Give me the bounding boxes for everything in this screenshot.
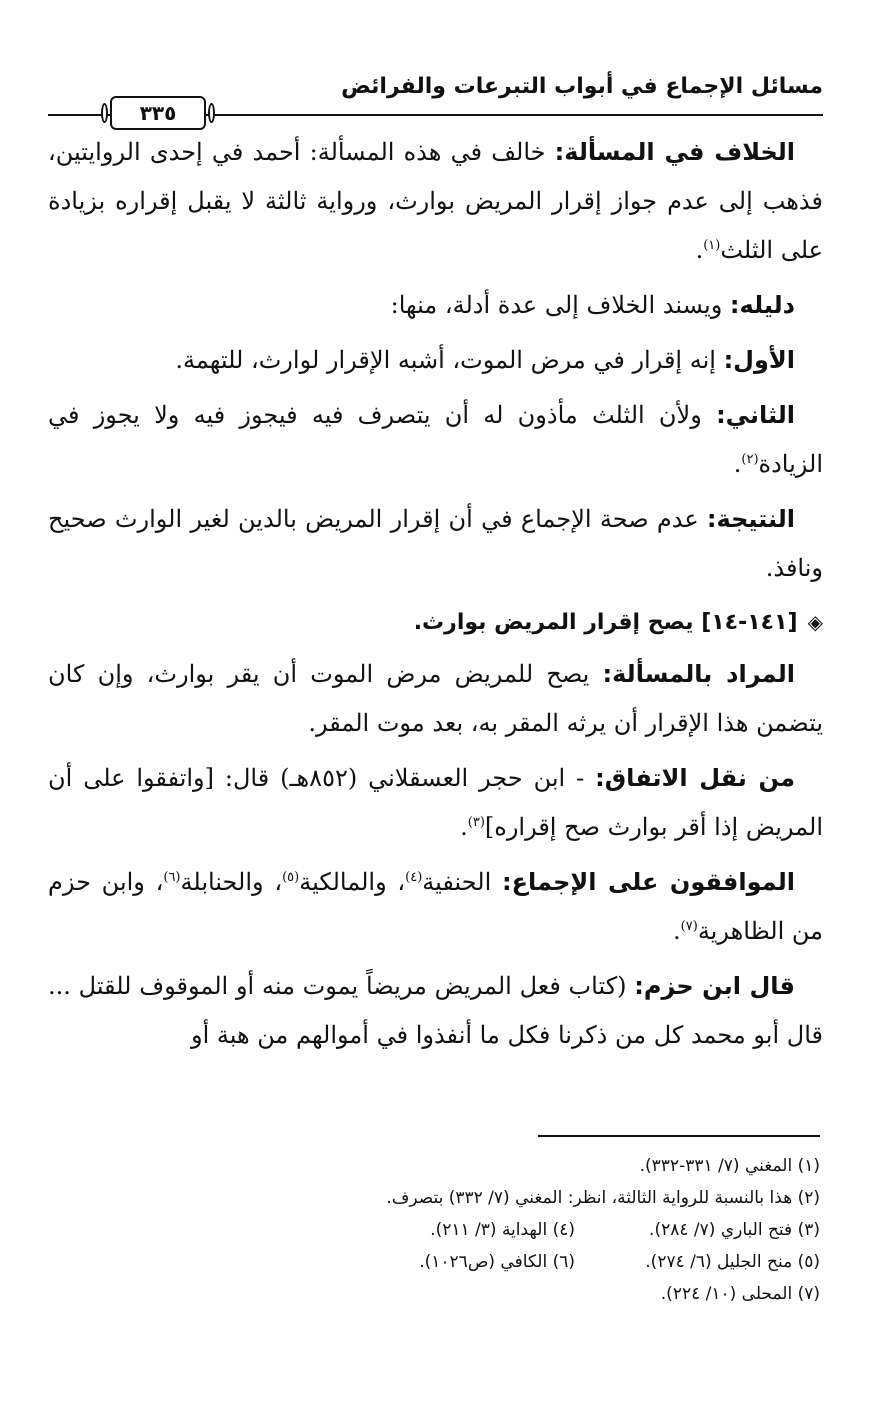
footnotes xyxy=(110,1150,820,1310)
footnote-6: (٦) الكافي (ص١٠٢٦). xyxy=(419,1252,575,1272)
paragraph-lead: النتيجة: xyxy=(706,505,795,533)
page-number: ٣٣٥ xyxy=(139,101,177,125)
footnote-7: (٧) المحلى (١٠/ ٢٢٤). xyxy=(660,1284,820,1304)
footnote-2: (٢) هذا بالنسبة للرواية الثالثة، انظر: المغني (٧/ ٣٣٢) بتصرف. xyxy=(386,1188,820,1208)
paragraph-text: ولأن الثلث مأذون له أن يتصرف فيه فيجوز فيه ولا يجوز في الزيادة xyxy=(48,401,823,478)
paragraph-result xyxy=(48,495,823,593)
paragraph-lead: دليله: xyxy=(729,291,795,319)
paragraph-consensus-source xyxy=(48,754,823,852)
paragraph-ibn-hazm xyxy=(48,962,823,1060)
footnote-3: (٣) فتح الباري (٧/ ٢٨٤). xyxy=(649,1220,820,1240)
footnote-5: (٥) منح الجليل (٦/ ٢٧٤). xyxy=(645,1252,820,1272)
paragraph-evidence xyxy=(48,281,823,330)
paragraph-text: الحنفية xyxy=(422,868,502,896)
page-number-frame xyxy=(110,96,206,130)
paragraph-end: . xyxy=(733,450,742,478)
paragraph-text: عدم صحة الإجماع في أن إقرار المريض بالدين لغير الوارث صحيح ونافذ. xyxy=(48,505,823,582)
page-body xyxy=(48,70,823,1066)
paragraph-lead: المراد بالمسألة: xyxy=(602,660,795,688)
footnote-1: (١) المغني (٧/ ٣٣١-٣٣٢). xyxy=(639,1156,820,1176)
page-header xyxy=(48,70,823,128)
paragraph-end: . xyxy=(695,236,704,264)
paragraph-disagreement xyxy=(48,128,823,275)
paragraph-first xyxy=(48,336,823,385)
footnote-ref: (٥) xyxy=(282,870,300,885)
paragraph-end: . xyxy=(673,917,681,945)
paragraph-text: يصح للمريض مرض الموت أن يقر بوارث، وإن كان يتضمن هذا الإقرار أن يرثه المقر به، بعد موت المقر. xyxy=(48,660,823,737)
paragraph-agreeing xyxy=(48,858,823,956)
footnote-row xyxy=(110,1246,820,1278)
diamond-icon: ◈ xyxy=(807,610,823,634)
footnote-4: (٤) الهداية (٣/ ٢١١). xyxy=(430,1220,575,1240)
paragraph-text: - ابن حجر العسقلاني (٨٥٢هـ) قال: [واتفقوا على أن المريض إذا أقر بوارث صح إقراره] xyxy=(48,764,823,841)
paragraph-lead: الخلاف في المسألة: xyxy=(554,138,795,166)
paragraph-lead: من نقل الاتفاق: xyxy=(595,764,795,792)
running-title: مسائل الإجماع في أبواب التبرعات والفرائض xyxy=(341,74,823,99)
footnote-ref: (٢) xyxy=(741,452,759,467)
footnote-separator xyxy=(538,1135,820,1137)
paragraph-text: (كتاب فعل المريض مريضاً يموت منه أو الموقوف للقتل ... قال أبو محمد كل من ذكرنا فكل ما أنفذوا في أموالهم من هبة أو xyxy=(48,972,823,1049)
footnote-row xyxy=(110,1214,820,1246)
paragraph-lead: قال ابن حزم: xyxy=(634,972,796,1000)
footnote-ref: (٧) xyxy=(680,919,698,934)
footnote-ref: (٣) xyxy=(467,815,485,830)
paragraph-lead: الموافقون على الإجماع: xyxy=(502,868,796,896)
paragraph-second xyxy=(48,391,823,489)
issue-heading-text: [١٤١-١٤] يصح إقرار المريض بوارث. xyxy=(413,610,798,635)
paragraph-end: . xyxy=(460,813,468,841)
issue-heading xyxy=(48,599,823,646)
paragraph-text: ، والمالكية xyxy=(299,868,406,896)
paragraph-text: ، وابن حزم من الظاهرية xyxy=(48,868,823,945)
footnote-ref: (٦) xyxy=(163,870,181,885)
paragraph-lead: الأول: xyxy=(723,346,795,374)
paragraph-lead: الثاني: xyxy=(716,401,795,429)
paragraph-text: إنه إقرار في مرض الموت، أشبه الإقرار لوارث، للتهمة. xyxy=(175,346,724,374)
paragraph-meaning xyxy=(48,650,823,748)
footnote-ref: (٤) xyxy=(405,870,423,885)
footnote-ref: (١) xyxy=(703,238,721,253)
paragraph-text: ، والحنابلة xyxy=(180,868,283,896)
paragraph-text: خالف في هذه المسألة: أحمد في إحدى الروايتين، فذهب إلى عدم جواز إقرار المريض بوارث، ورواية ثالثة لا يقبل إقراره بزيادة على الثلث xyxy=(48,138,823,264)
paragraph-text: ويسند الخلاف إلى عدة أدلة، منها: xyxy=(390,291,730,319)
